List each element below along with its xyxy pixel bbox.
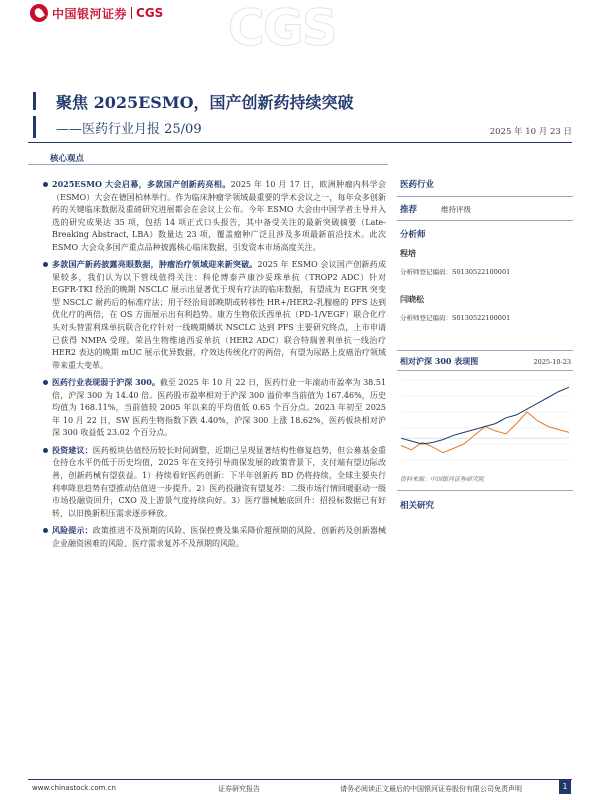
bullet-lead: 2025ESMO 大会启幕，多款国产创新药亮相。 [52, 179, 231, 189]
chart-source: 资料来源：中国银河证券研究院 [400, 476, 485, 483]
watermark: CGS [228, 0, 336, 57]
bullet-item [52, 376, 386, 440]
footer-disclaimer: 请务必阅读正文最后的中国银河证券股份有限公司免责声明 [340, 785, 522, 793]
report-title: 聚焦 2025ESMO，国产创新药持续突破 [56, 93, 354, 112]
bullet-text: 截至 2025 年 10 月 22 日，医药行业一年滚动市盈率为 38.51 倍，沪深 300 为 14.40 倍。医药股市盈率相对于沪深 300 溢价率当前值为 167.46%，历史均值为 168.11%，当前值较 2005 年以来的平均值低 0.65 个百分点。2023 年初至 2025 年 10 月 22 日，SW 医药生物指数下跌 4.40%，沪深 300 上涨 18.62%，医药板块相对沪深 300 收益低 23.02 个百分点。 [52, 378, 386, 438]
bullet-item [52, 178, 386, 254]
analyst-reg: 分析师登记编码：S0130522100001 [400, 268, 511, 276]
company-logo [30, 4, 163, 22]
page-number: 1 [559, 780, 571, 794]
related-research-label: 相关研究 [400, 501, 435, 511]
performance-chart [397, 372, 573, 468]
bullet-lead: 多款国产新药披露亮眼数据，肿瘤治疗领域迎来新突破。 [52, 259, 258, 270]
divider [28, 779, 572, 780]
bullet-dot-icon [43, 528, 48, 533]
footer-url[interactable]: www.chinastock.com.cn [32, 784, 116, 792]
chart-title: 相对沪深 300 表现图 [400, 356, 479, 366]
analyst-name: 程培 [400, 248, 416, 258]
rating-value: 维持评级 [441, 205, 471, 214]
divider [397, 220, 573, 221]
bullet-dot-icon [43, 182, 48, 187]
bullet-text: 政策推进不及预期的风险、医保控费及集采降价超预期的风险、创新药及创新器械企业融资困难的风险、医疗需求复苏不及预期的风险。 [52, 526, 386, 548]
chart-date: 2025-10-23 [533, 358, 571, 366]
bullet-text: 2025 年 ESMO 会议国产创新药成果较多，我们认为以下管线值得关注：科伦博泰芦康沙妥珠单抗（TROP2 ADC）针对 EGFR-TKI 经治的晚期 NSCLC 展示出显著优于现有疗法的临床数据，有望成为 EGFR 突变型 NSCLC 耐药后的标准疗法；用于经治局部晚期或转移性 HR+/HER2-乳腺癌的 PFS 达到优化疗的两倍，在 OS 方面展示出有利趋势。康方生物依沃西单抗（PD-1/VEGF）联合化疗头对头替雷利珠单抗联合化疗针对一线晚期鳞状 NSCLC 达到 PFS 主要研究终点，上市申请已获得 NMPA 受理。荣昌生物维迪西妥单抗（HER2 ADC）联合特瑞普利单抗一线治疗 HER2 表达的晚期 mUC 展示优异数据，疗效达传统化疗的两倍，有望为尿路上皮癌治疗领域带来重大变革。 [52, 260, 386, 370]
bullet-item [52, 524, 386, 550]
bullet-text: 医药板块估值经历较长时间调整，近期已呈现显著结构性修复趋势，但公募基金重仓持仓水平仍低于历史均值，2025 年在支持引导商保发展的政策背景下，支付端有望边际改善，创新药械有望获益。1）持续看好医药创新：下半年创新药 BD 仍将持续，全球主要央行利率降息趋势有望推动估值进一步提升。2）医药投融资有望复苏：二级市场行情回暖驱动一级市场投融资回升，CXO 及上游景气度持续向好。3）医疗器械触底回升：招投标数据已有好转，以旧换新积压需求逐步释放。 [52, 445, 386, 518]
bullet-dot-icon [43, 448, 48, 453]
bullet-lead: 风险提示： [52, 525, 93, 536]
bullet-text: 2025 年 10 月 17 日，欧洲肿瘤内科学会（ESMO）大会在德国柏林举行。作为临床肿瘤学领域最重要的学术会议之一，每年众多创新药的关键临床数据及重磅研究进展都会在会议上公布。今年 ESMO 大会由中国学者主导并入选的研究成果达 35 项，包括 14 项正式口头报告，其中备受关注的最新突破摘要（Late-Breaking Abstract, LBA）数量达 23 项，覆盖瘤种广泛且涉及多项最新前沿技术。此次 ESMO 大会众多国产重点品种披露核心临床数据，引发资本市场高度关注。 [52, 180, 386, 252]
logo-separator [131, 7, 132, 19]
bullet-lead: 医药行业表现弱于沪深 300。 [52, 377, 160, 388]
footer-report-type: 证券研究报告 [218, 785, 260, 793]
divider [28, 142, 572, 143]
industry-label: 医药行业 [400, 180, 435, 190]
divider [397, 196, 573, 197]
logo-cgs: CGS [136, 6, 164, 20]
subtitle-accent-bar [33, 116, 36, 138]
logo-text: 中国银河证券 [52, 6, 128, 21]
bullet-item [52, 444, 386, 520]
chart-series-line-0 [401, 412, 569, 453]
title-accent-bar [33, 92, 36, 110]
rating-label: 推荐 [400, 205, 418, 215]
bullet-dot-icon [43, 262, 48, 267]
divider [397, 350, 573, 351]
main-content [52, 178, 386, 554]
report-subtitle: ——医药行业月报 25/09 [56, 122, 202, 137]
divider [397, 490, 573, 491]
analyst-name: 闫晓松 [400, 294, 424, 304]
bullet-lead: 投资建议： [52, 444, 93, 455]
bullet-dot-icon [43, 380, 48, 385]
bullet-item [52, 258, 386, 372]
divider [28, 164, 388, 165]
section-label-core: 核心观点 [50, 154, 85, 164]
analyst-reg: 分析师登记编码：S0130522100001 [400, 314, 511, 322]
divider [397, 370, 573, 371]
analyst-label: 分析师 [400, 230, 426, 240]
page-header [0, 0, 600, 60]
report-date: 2025 年 10 月 23 日 [489, 127, 572, 137]
logo-mark-icon [30, 4, 48, 22]
